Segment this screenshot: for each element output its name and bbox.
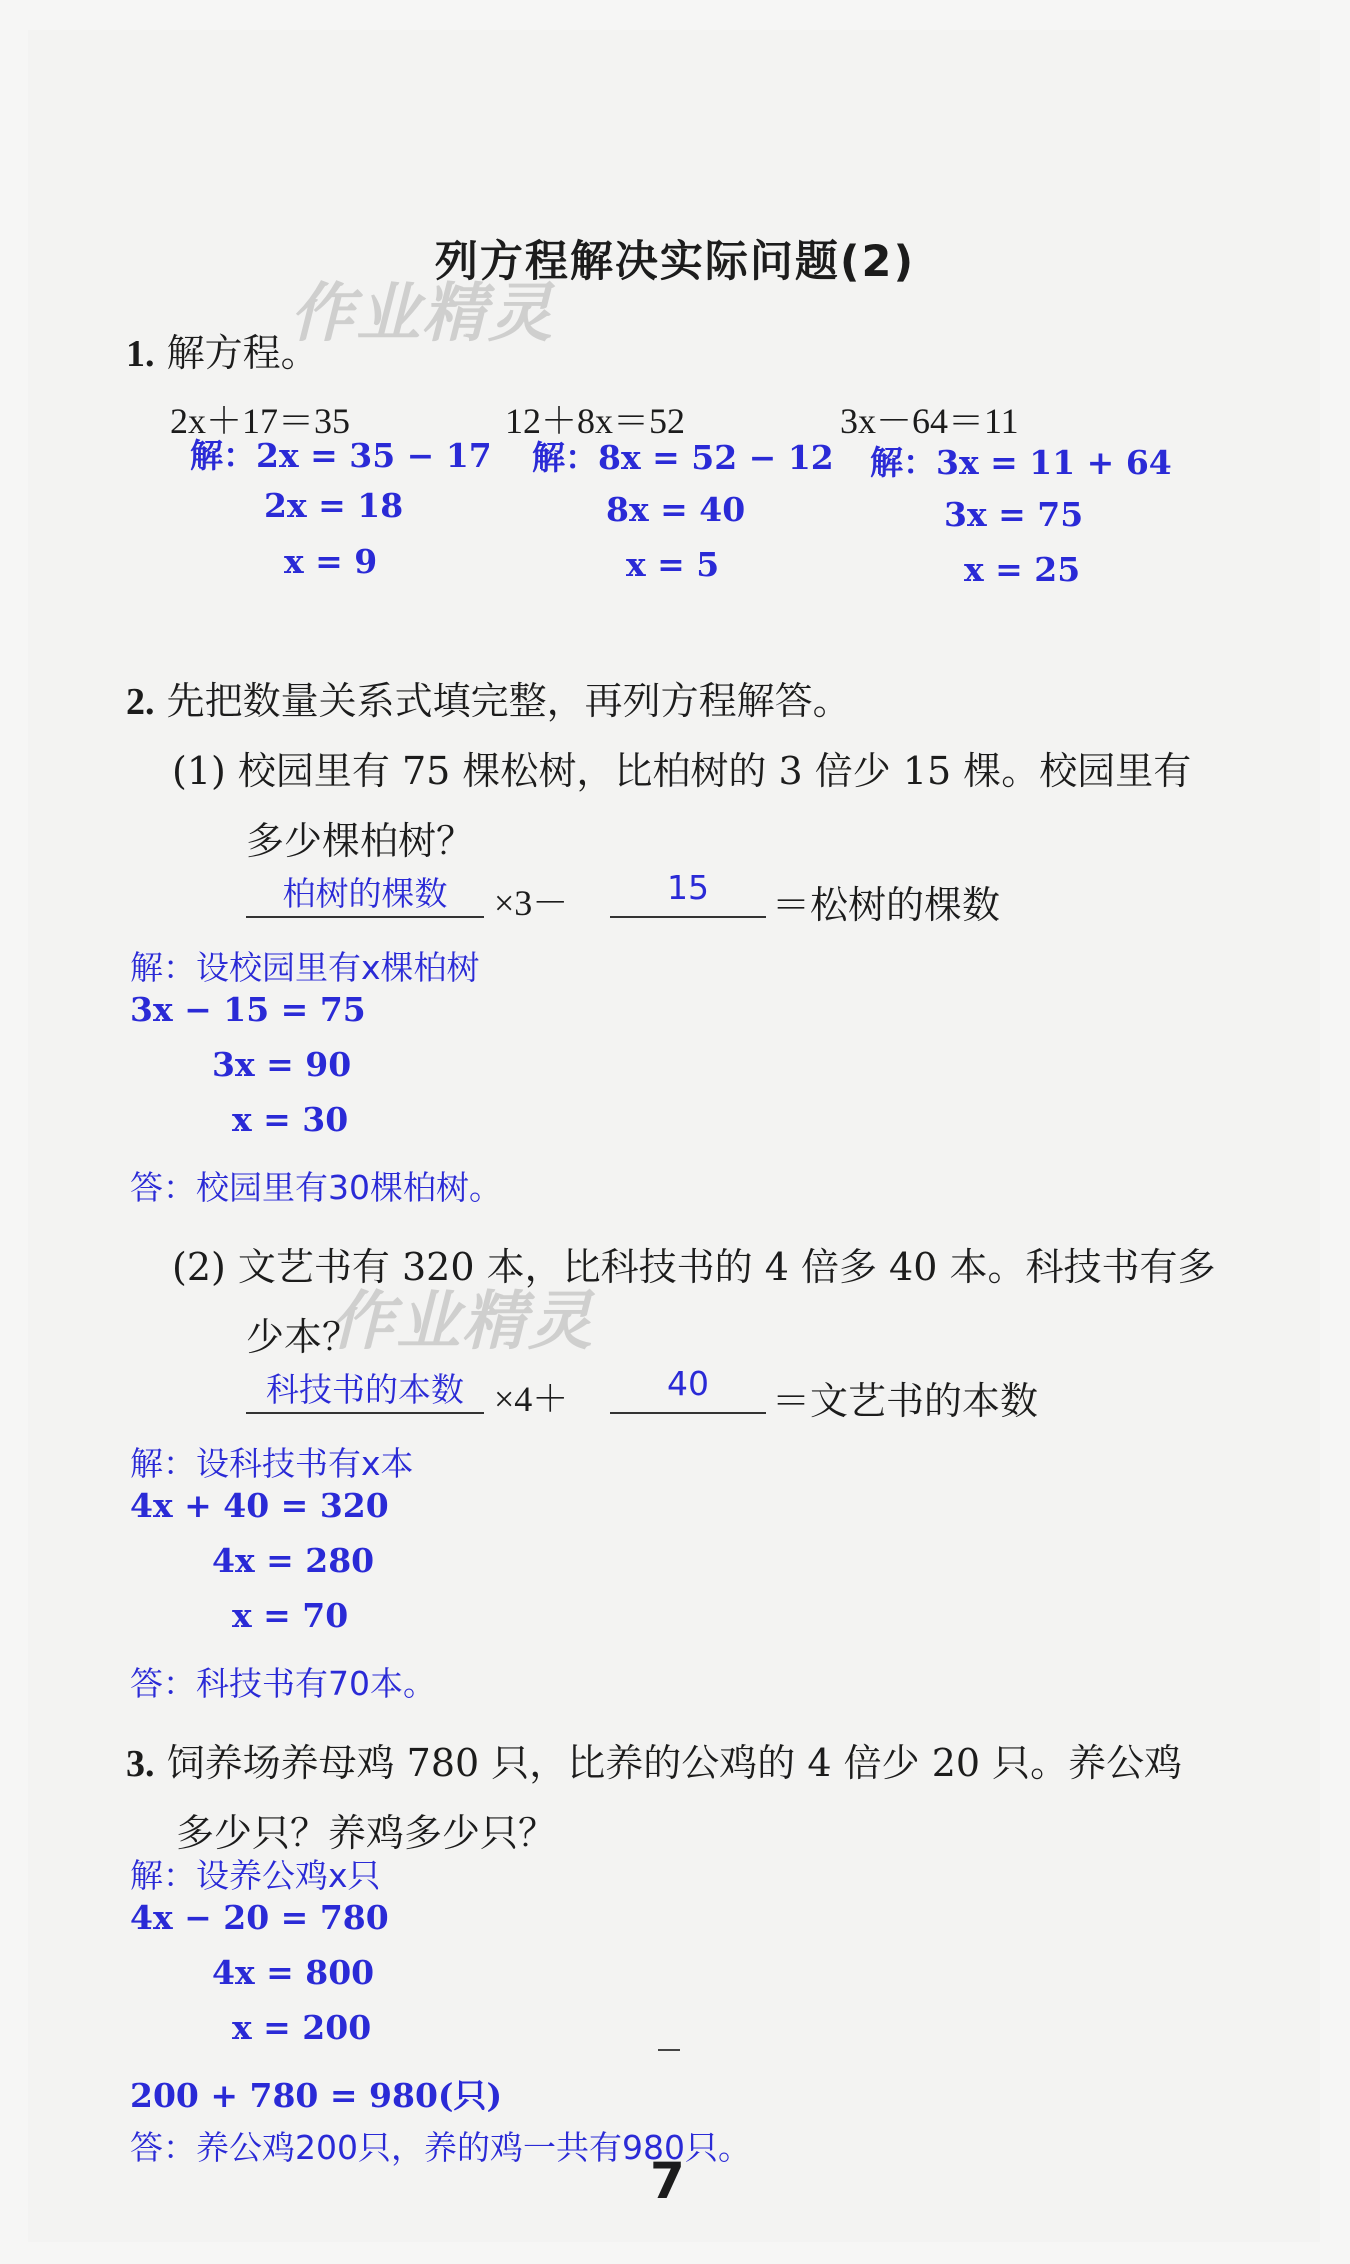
page-number: 7 xyxy=(650,2152,685,2210)
q2-part2-work-3: 4x = 280 xyxy=(212,1541,375,1580)
q2-part1-label: (1) xyxy=(172,749,226,793)
q2-part1-answer: 答：校园里有30棵柏树。 xyxy=(130,1168,502,1207)
stray-mark xyxy=(658,2049,680,2051)
watermark-middle: 作业精灵 xyxy=(330,1285,594,1359)
answer-1-line-2: 2x = 18 xyxy=(264,486,404,525)
q2-part1-tail: ＝松树的棵数 xyxy=(772,883,1001,927)
q2-part1-work-1: 解：设校园里有x棵柏树 xyxy=(130,948,480,987)
q3-work-3: 4x = 800 xyxy=(212,1953,375,1992)
answer-3-line-3: x = 25 xyxy=(964,550,1081,589)
answer-2-line-1: 解：8x = 52 − 12 xyxy=(532,438,834,477)
q2-part1-text-b: 多少棵柏树？ xyxy=(246,819,475,863)
q3-work-5: 200 + 780 = 980(只) xyxy=(130,2076,503,2115)
question-1 xyxy=(126,322,319,377)
question-1-prompt: 解方程。 xyxy=(166,331,319,375)
q2-part1-text-line: 校园里有 75 棵松树，比柏树的 3 倍少 15 棵。校园里有 xyxy=(237,749,1192,793)
q2-part1-blank-2[interactable]: 15 xyxy=(610,868,766,918)
question-2-number: 2. xyxy=(126,681,155,723)
question-3-number: 3. xyxy=(126,1743,155,1785)
q2-part2-answer: 答：科技书有70本。 xyxy=(130,1664,436,1703)
q2-part2-blank-1[interactable]: 科技书的本数 xyxy=(246,1364,484,1414)
q2-part2-operator: ×4＋ xyxy=(494,1379,569,1419)
watermark-top: 作业精灵 xyxy=(290,277,554,351)
q2-part1-work-2: 3x − 15 = 75 xyxy=(130,990,366,1029)
question-3 xyxy=(126,1732,1182,1787)
q3-work-2: 4x − 20 = 780 xyxy=(130,1898,389,1937)
q2-part2-label: (2) xyxy=(172,1245,226,1289)
question-2 xyxy=(126,670,851,725)
question-3-text-b: 多少只？养鸡多少只？ xyxy=(176,1811,557,1855)
q2-part2-blank-2[interactable]: 40 xyxy=(610,1364,766,1414)
question-2-prompt: 先把数量关系式填完整，再列方程解答。 xyxy=(166,679,851,723)
equation-1: 2x＋17＝35 xyxy=(170,401,351,441)
question-1-number: 1. xyxy=(126,333,155,375)
answer-1-line-3: x = 9 xyxy=(284,542,378,581)
q3-answer: 答：养公鸡200只，养的鸡一共有980只。 xyxy=(130,2128,751,2167)
q2-part2-text-line: 文艺书有 320 本，比科技书的 4 倍多 40 本。科技书有多 xyxy=(237,1245,1216,1289)
q3-work-4: x = 200 xyxy=(232,2008,372,2047)
q2-part1-text-a xyxy=(172,740,1191,795)
q2-part1-work-4: x = 30 xyxy=(232,1100,349,1139)
page-title: 列方程解决实际问题(2) xyxy=(434,237,916,287)
q2-part2-work-1: 解：设科技书有x本 xyxy=(130,1444,414,1483)
q2-part2-text-a xyxy=(172,1236,1215,1291)
q2-part2-work-4: x = 70 xyxy=(232,1596,349,1635)
question-3-text-line: 饲养场养母鸡 780 只，比养的公鸡的 4 倍少 20 只。养公鸡 xyxy=(166,1741,1183,1785)
q3-work-1: 解：设养公鸡x只 xyxy=(130,1856,381,1895)
answer-2-line-3: x = 5 xyxy=(626,545,720,584)
answer-2-line-2: 8x = 40 xyxy=(606,490,746,529)
q2-part1-operator: ×3－ xyxy=(494,883,569,923)
answer-3-line-2: 3x = 75 xyxy=(944,495,1084,534)
q2-part2-work-2: 4x + 40 = 320 xyxy=(130,1486,389,1525)
q2-part2-tail: ＝文艺书的本数 xyxy=(772,1379,1039,1423)
answer-3-line-1: 解：3x = 11 + 64 xyxy=(870,443,1172,482)
q2-part1-work-3: 3x = 90 xyxy=(212,1045,352,1084)
equation-3: 3x－64＝11 xyxy=(840,401,1019,441)
equation-2: 12＋8x＝52 xyxy=(505,401,686,441)
answer-1-line-1: 解：2x = 35 − 17 xyxy=(190,436,492,475)
q2-part2-text-b: 少本？ xyxy=(246,1315,361,1359)
q2-part1-blank-1[interactable]: 柏树的棵数 xyxy=(246,868,484,918)
